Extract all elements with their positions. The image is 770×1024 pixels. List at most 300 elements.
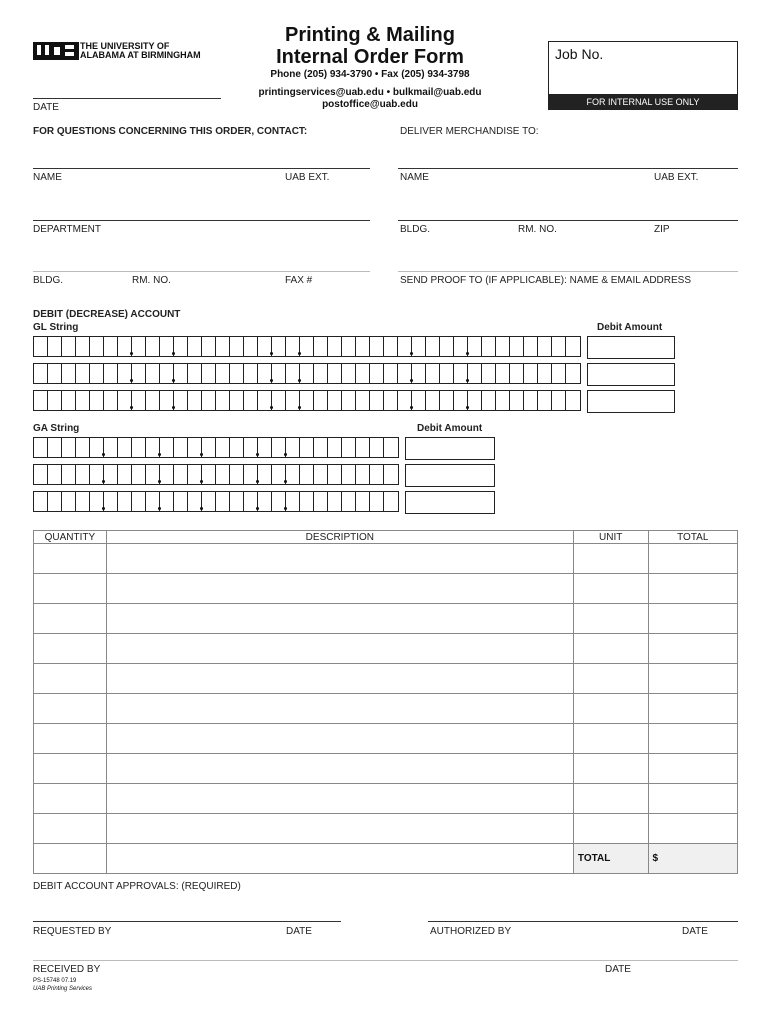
ga-string-cell[interactable] <box>202 492 216 511</box>
ga-string-cell[interactable] <box>342 492 356 511</box>
internal-use-bar <box>548 94 738 110</box>
gl-string-cell[interactable] <box>426 337 440 356</box>
gl-string-cell[interactable] <box>90 364 104 383</box>
gl-string-cell[interactable] <box>538 364 552 383</box>
requested-by-label: REQUESTED BY <box>33 926 112 937</box>
unit-cell[interactable] <box>573 634 648 664</box>
gl-string-cell[interactable] <box>258 337 272 356</box>
gl-string-cell[interactable] <box>342 364 356 383</box>
total-cell[interactable] <box>648 604 737 634</box>
ga-string-cell[interactable] <box>370 438 384 457</box>
gl-string-cell[interactable] <box>496 364 510 383</box>
gl-string-cell[interactable] <box>118 337 132 356</box>
unit-header: UNIT <box>573 531 648 544</box>
form-code: PS-15748 07.19 <box>33 978 77 984</box>
gl-string-cell[interactable] <box>552 337 566 356</box>
approvals-heading: DEBIT ACCOUNT APPROVALS: (REQUIRED) <box>33 881 241 892</box>
deliver-ext-label: UAB EXT. <box>654 172 699 183</box>
ga-string-cell[interactable] <box>132 465 146 484</box>
gl-string-cell[interactable] <box>146 391 160 410</box>
gl-string-cell[interactable] <box>496 337 510 356</box>
ga-string-cell[interactable] <box>286 492 300 511</box>
gl-string-cell[interactable] <box>104 391 118 410</box>
gl-string-cell[interactable] <box>356 391 370 410</box>
deliver-rm-label: RM. NO. <box>518 224 557 235</box>
gl-string-cell[interactable] <box>76 337 90 356</box>
ga-string-cell[interactable] <box>384 465 398 484</box>
gl-string-cell[interactable] <box>202 364 216 383</box>
ga-string-cell[interactable] <box>300 465 314 484</box>
ga-debit-amount-1[interactable] <box>405 437 495 460</box>
ga-string-cell[interactable] <box>118 492 132 511</box>
gl-string-cell[interactable] <box>384 337 398 356</box>
gl-string-cell[interactable] <box>48 337 62 356</box>
unit-cell[interactable] <box>573 724 648 754</box>
grand-total-cell[interactable]: $ <box>648 844 737 874</box>
contact-heading: FOR QUESTIONS CONCERNING THIS ORDER, CONTACT: <box>33 126 308 137</box>
gl-string-cell[interactable] <box>412 391 426 410</box>
gl-string-cell[interactable] <box>76 364 90 383</box>
ga-string-cell[interactable] <box>370 465 384 484</box>
ga-string-row[interactable] <box>33 437 399 458</box>
job-number-box[interactable] <box>548 41 738 98</box>
description-cell[interactable] <box>106 724 573 754</box>
gl-string-cell[interactable] <box>146 364 160 383</box>
quantity-cell[interactable] <box>34 604 107 634</box>
ga-string-cell[interactable] <box>328 438 342 457</box>
total-cell[interactable] <box>648 664 737 694</box>
gl-string-cell[interactable] <box>412 337 426 356</box>
phone-fax: Phone (205) 934-3790 • Fax (205) 934-3798 <box>270 69 470 80</box>
gl-string-cell[interactable] <box>258 364 272 383</box>
publisher: UAB Printing Services <box>33 986 93 992</box>
gl-string-cell[interactable] <box>538 391 552 410</box>
ga-string-cell[interactable] <box>118 438 132 457</box>
ga-string-cell[interactable] <box>62 492 76 511</box>
gl-string-cell[interactable] <box>552 364 566 383</box>
contact-name-line[interactable] <box>33 168 370 169</box>
ga-string-cell[interactable] <box>76 465 90 484</box>
ga-string-cell[interactable] <box>48 465 62 484</box>
ga-string-cell[interactable] <box>202 438 216 457</box>
total-cell[interactable] <box>648 724 737 754</box>
gl-string-cell[interactable] <box>328 391 342 410</box>
table-row <box>34 604 738 634</box>
unit-cell[interactable] <box>573 544 648 574</box>
ga-string-cell[interactable] <box>188 465 202 484</box>
table-row <box>34 574 738 604</box>
ga-string-cell[interactable] <box>328 465 342 484</box>
quantity-cell[interactable] <box>34 664 107 694</box>
title-line2: Internal Order Form <box>276 46 464 68</box>
description-cell[interactable] <box>106 844 573 874</box>
gl-string-cell[interactable] <box>286 337 300 356</box>
gl-string-cell[interactable] <box>216 364 230 383</box>
quantity-cell[interactable] <box>34 634 107 664</box>
gl-string-cell[interactable] <box>188 391 202 410</box>
deliver-bldg-line[interactable] <box>398 220 738 221</box>
ga-string-cell[interactable] <box>258 438 272 457</box>
gl-string-cell[interactable] <box>398 337 412 356</box>
ga-string-cell[interactable] <box>244 438 258 457</box>
gl-string-cell[interactable] <box>314 337 328 356</box>
ga-string-cell[interactable] <box>90 465 104 484</box>
unit-cell[interactable] <box>573 814 648 844</box>
gl-string-cell[interactable] <box>468 364 482 383</box>
total-header: TOTAL <box>648 531 737 544</box>
ga-debit-amount-3[interactable] <box>405 491 495 514</box>
ga-string-cell[interactable] <box>342 438 356 457</box>
description-cell[interactable] <box>106 634 573 664</box>
received-by-line[interactable] <box>33 960 738 961</box>
ga-string-cell[interactable] <box>34 465 48 484</box>
gl-string-cell[interactable] <box>328 364 342 383</box>
gl-string-cell[interactable] <box>118 391 132 410</box>
gl-string-cell[interactable] <box>174 337 188 356</box>
proof-line[interactable] <box>398 271 738 272</box>
quantity-cell[interactable] <box>34 574 107 604</box>
gl-string-cell[interactable] <box>538 337 552 356</box>
ga-string-cell[interactable] <box>146 465 160 484</box>
gl-string-cell[interactable] <box>188 337 202 356</box>
authorized-date-label: DATE <box>682 926 708 937</box>
gl-string-cell[interactable] <box>566 337 580 356</box>
ga-string-cell[interactable] <box>48 492 62 511</box>
quantity-cell[interactable] <box>34 844 107 874</box>
gl-string-cell[interactable] <box>104 337 118 356</box>
deliver-bldg-label: BLDG. <box>400 224 431 235</box>
gl-string-cell[interactable] <box>328 337 342 356</box>
deliver-name-line[interactable] <box>398 168 738 169</box>
contact-rm-label: RM. NO. <box>132 275 171 286</box>
gl-string-cell[interactable] <box>160 364 174 383</box>
gl-string-cell[interactable] <box>524 364 538 383</box>
gl-string-cell[interactable] <box>370 391 384 410</box>
description-cell[interactable] <box>106 814 573 844</box>
ga-string-cell[interactable] <box>34 492 48 511</box>
gl-debit-amount-3[interactable] <box>587 390 675 413</box>
gl-string-cell[interactable] <box>356 364 370 383</box>
gl-string-cell[interactable] <box>62 391 76 410</box>
ga-string-cell[interactable] <box>132 438 146 457</box>
gl-string-cell[interactable] <box>384 364 398 383</box>
description-cell[interactable] <box>106 574 573 604</box>
gl-string-cell[interactable] <box>370 364 384 383</box>
gl-string-cell[interactable] <box>300 391 314 410</box>
gl-debit-amount-2[interactable] <box>587 363 675 386</box>
ga-string-cell[interactable] <box>286 438 300 457</box>
ga-string-cell[interactable] <box>314 492 328 511</box>
ga-string-cell[interactable] <box>216 492 230 511</box>
gl-string-cell[interactable] <box>426 391 440 410</box>
department-line[interactable] <box>33 220 370 221</box>
gl-string-cell[interactable] <box>90 337 104 356</box>
gl-string-cell[interactable] <box>398 364 412 383</box>
ga-string-cell[interactable] <box>356 465 370 484</box>
gl-string-cell[interactable] <box>132 337 146 356</box>
ga-string-cell[interactable] <box>342 465 356 484</box>
gl-string-cell[interactable] <box>272 337 286 356</box>
gl-string-cell[interactable] <box>76 391 90 410</box>
ga-string-cell[interactable] <box>230 492 244 511</box>
gl-string-cell[interactable] <box>454 364 468 383</box>
gl-string-cell[interactable] <box>314 364 328 383</box>
description-cell[interactable] <box>106 754 573 784</box>
ga-string-cell[interactable] <box>62 465 76 484</box>
ga-string-cell[interactable] <box>258 492 272 511</box>
quantity-cell[interactable] <box>34 544 107 574</box>
ga-string-cell[interactable] <box>62 438 76 457</box>
gl-string-row[interactable] <box>33 336 581 357</box>
quantity-cell[interactable] <box>34 784 107 814</box>
gl-string-cell[interactable] <box>244 391 258 410</box>
ga-string-cell[interactable] <box>314 438 328 457</box>
date-label: DATE <box>33 102 59 113</box>
unit-cell[interactable] <box>573 694 648 724</box>
gl-string-cell[interactable] <box>202 337 216 356</box>
table-row <box>34 814 738 844</box>
description-cell[interactable] <box>106 604 573 634</box>
gl-string-cell[interactable] <box>104 364 118 383</box>
gl-string-cell[interactable] <box>132 391 146 410</box>
table-row <box>34 634 738 664</box>
total-cell[interactable] <box>648 814 737 844</box>
ga-string-cell[interactable] <box>188 438 202 457</box>
gl-debit-amount-1[interactable] <box>587 336 675 359</box>
received-date-label: DATE <box>605 964 631 975</box>
ga-string-cell[interactable] <box>174 492 188 511</box>
debit-heading: DEBIT (DECREASE) ACCOUNT <box>33 309 181 320</box>
ga-string-cell[interactable] <box>160 492 174 511</box>
ga-string-cell[interactable] <box>244 492 258 511</box>
gl-string-cell[interactable] <box>510 391 524 410</box>
gl-string-cell[interactable] <box>272 364 286 383</box>
gl-string-cell[interactable] <box>566 391 580 410</box>
ga-string-cell[interactable] <box>174 438 188 457</box>
gl-string-cell[interactable] <box>230 337 244 356</box>
gl-string-cell[interactable] <box>146 337 160 356</box>
ga-string-row[interactable] <box>33 491 399 512</box>
gl-string-cell[interactable] <box>48 364 62 383</box>
ga-string-cell[interactable] <box>356 438 370 457</box>
total-cell[interactable] <box>648 544 737 574</box>
date-line[interactable] <box>33 98 221 99</box>
gl-string-cell[interactable] <box>300 337 314 356</box>
quantity-header: QUANTITY <box>34 531 107 544</box>
university-line1: THE UNIVERSITY OF <box>80 41 170 51</box>
ga-string-cell[interactable] <box>230 465 244 484</box>
ga-string-cell[interactable] <box>272 438 286 457</box>
unit-cell[interactable] <box>573 784 648 814</box>
ga-debit-amount-label: Debit Amount <box>417 423 483 434</box>
ga-string-cell[interactable] <box>384 492 398 511</box>
gl-string-cell[interactable] <box>216 337 230 356</box>
gl-string-cell[interactable] <box>90 391 104 410</box>
table-row <box>34 544 738 574</box>
gl-string-cell[interactable] <box>524 337 538 356</box>
unit-cell[interactable] <box>573 604 648 634</box>
title-line1: Printing & Mailing <box>285 24 455 46</box>
quantity-cell[interactable] <box>34 754 107 784</box>
ga-string-cell[interactable] <box>76 438 90 457</box>
gl-string-cell[interactable] <box>426 364 440 383</box>
contact-bldg-line[interactable] <box>33 271 370 272</box>
gl-string-cell[interactable] <box>300 364 314 383</box>
ga-string-cell[interactable] <box>314 465 328 484</box>
gl-string-cell[interactable] <box>62 337 76 356</box>
ga-string-cell[interactable] <box>174 465 188 484</box>
total-cell[interactable] <box>648 574 737 604</box>
ga-string-cell[interactable] <box>34 438 48 457</box>
gl-string-cell[interactable] <box>510 337 524 356</box>
gl-string-cell[interactable] <box>468 337 482 356</box>
gl-string-cell[interactable] <box>230 391 244 410</box>
requested-by-line[interactable] <box>33 921 341 922</box>
gl-string-cell[interactable] <box>230 364 244 383</box>
description-cell[interactable] <box>106 664 573 694</box>
department-label: DEPARTMENT <box>33 224 101 235</box>
ga-string-cell[interactable] <box>90 492 104 511</box>
ga-string-cell[interactable] <box>356 492 370 511</box>
deliver-name-label: NAME <box>400 172 429 183</box>
gl-string-cell[interactable] <box>510 364 524 383</box>
gl-string-cell[interactable] <box>286 364 300 383</box>
gl-string-cell[interactable] <box>384 391 398 410</box>
ga-string-cell[interactable] <box>160 465 174 484</box>
contact-name-label: NAME <box>33 172 62 183</box>
emails-line1: printingservices@uab.edu • bulkmail@uab.edu <box>258 87 482 98</box>
gl-string-cell[interactable] <box>482 391 496 410</box>
gl-string-cell[interactable] <box>412 364 426 383</box>
gl-string-cell[interactable] <box>552 391 566 410</box>
items-header-row <box>34 531 738 544</box>
gl-string-cell[interactable] <box>482 364 496 383</box>
ga-string-cell[interactable] <box>328 492 342 511</box>
ga-string-cell[interactable] <box>300 492 314 511</box>
ga-string-cell[interactable] <box>188 492 202 511</box>
requested-date-label: DATE <box>286 926 312 937</box>
gl-string-cell[interactable] <box>272 391 286 410</box>
ga-string-cell[interactable] <box>216 438 230 457</box>
gl-string-row[interactable] <box>33 390 581 411</box>
page-title <box>250 24 490 68</box>
unit-cell[interactable] <box>573 574 648 604</box>
gl-string-cell[interactable] <box>370 337 384 356</box>
ga-string-cell[interactable] <box>258 465 272 484</box>
university-name <box>80 42 201 60</box>
ga-string-cell[interactable] <box>244 465 258 484</box>
gl-string-cell[interactable] <box>398 391 412 410</box>
received-by-label: RECEIVED BY <box>33 964 101 975</box>
gl-string-cell[interactable] <box>244 364 258 383</box>
gl-string-cell[interactable] <box>440 391 454 410</box>
university-line2: ALABAMA AT BIRMINGHAM <box>80 50 201 60</box>
table-row <box>34 844 738 874</box>
ga-string-cell[interactable] <box>272 492 286 511</box>
gl-string-cell[interactable] <box>468 391 482 410</box>
ga-string-cell[interactable] <box>202 465 216 484</box>
quantity-cell[interactable] <box>34 694 107 724</box>
gl-string-cell[interactable] <box>440 364 454 383</box>
ga-string-cell[interactable] <box>90 438 104 457</box>
description-cell[interactable] <box>106 784 573 814</box>
gl-string-cell[interactable] <box>62 364 76 383</box>
ga-string-row[interactable] <box>33 464 399 485</box>
gl-string-cell[interactable] <box>188 364 202 383</box>
quantity-cell[interactable] <box>34 724 107 754</box>
gl-string-cell[interactable] <box>440 337 454 356</box>
gl-string-cell[interactable] <box>34 391 48 410</box>
ga-string-cell[interactable] <box>146 438 160 457</box>
ga-string-cell[interactable] <box>286 465 300 484</box>
gl-string-cell[interactable] <box>174 364 188 383</box>
ga-string-cell[interactable] <box>272 465 286 484</box>
ga-string-cell[interactable] <box>48 438 62 457</box>
gl-string-cell[interactable] <box>216 391 230 410</box>
gl-string-cell[interactable] <box>202 391 216 410</box>
ga-string-cell[interactable] <box>300 438 314 457</box>
gl-string-cell[interactable] <box>160 391 174 410</box>
gl-string-cell[interactable] <box>496 391 510 410</box>
description-cell[interactable] <box>106 544 573 574</box>
ga-string-cell[interactable] <box>160 438 174 457</box>
ga-string-cell[interactable] <box>104 465 118 484</box>
ga-debit-amount-2[interactable] <box>405 464 495 487</box>
gl-string-cell[interactable] <box>34 337 48 356</box>
ga-string-cell[interactable] <box>370 492 384 511</box>
gl-string-cell[interactable] <box>342 337 356 356</box>
ga-string-cell[interactable] <box>132 492 146 511</box>
gl-string-cell[interactable] <box>174 391 188 410</box>
description-cell[interactable] <box>106 694 573 724</box>
total-cell[interactable] <box>648 754 737 784</box>
gl-string-cell[interactable] <box>48 391 62 410</box>
ga-string-cell[interactable] <box>146 492 160 511</box>
gl-string-cell[interactable] <box>244 337 258 356</box>
gl-string-cell[interactable] <box>258 391 272 410</box>
authorized-by-line[interactable] <box>428 921 738 922</box>
ga-string-cell[interactable] <box>76 492 90 511</box>
quantity-cell[interactable] <box>34 814 107 844</box>
gl-string-cell[interactable] <box>356 337 370 356</box>
gl-string-cell[interactable] <box>342 391 356 410</box>
gl-string-cell[interactable] <box>524 391 538 410</box>
gl-string-cell[interactable] <box>118 364 132 383</box>
total-cell[interactable] <box>648 784 737 814</box>
gl-string-cell[interactable] <box>482 337 496 356</box>
gl-string-cell[interactable] <box>286 391 300 410</box>
gl-string-cell[interactable] <box>132 364 146 383</box>
ga-string-cell[interactable] <box>230 438 244 457</box>
ga-string-cell[interactable] <box>104 438 118 457</box>
total-cell[interactable] <box>648 634 737 664</box>
gl-string-cell[interactable] <box>566 364 580 383</box>
ga-string-cell[interactable] <box>216 465 230 484</box>
gl-string-cell[interactable] <box>454 391 468 410</box>
ga-string-cell[interactable] <box>104 492 118 511</box>
ga-string-cell[interactable] <box>384 438 398 457</box>
gl-string-cell[interactable] <box>314 391 328 410</box>
unit-cell[interactable] <box>573 664 648 694</box>
gl-string-cell[interactable] <box>454 337 468 356</box>
gl-string-cell[interactable] <box>160 337 174 356</box>
gl-string-row[interactable] <box>33 363 581 384</box>
gl-string-cell[interactable] <box>34 364 48 383</box>
unit-cell[interactable] <box>573 754 648 784</box>
description-header: DESCRIPTION <box>106 531 573 544</box>
ga-string-cell[interactable] <box>118 465 132 484</box>
total-cell[interactable] <box>648 694 737 724</box>
